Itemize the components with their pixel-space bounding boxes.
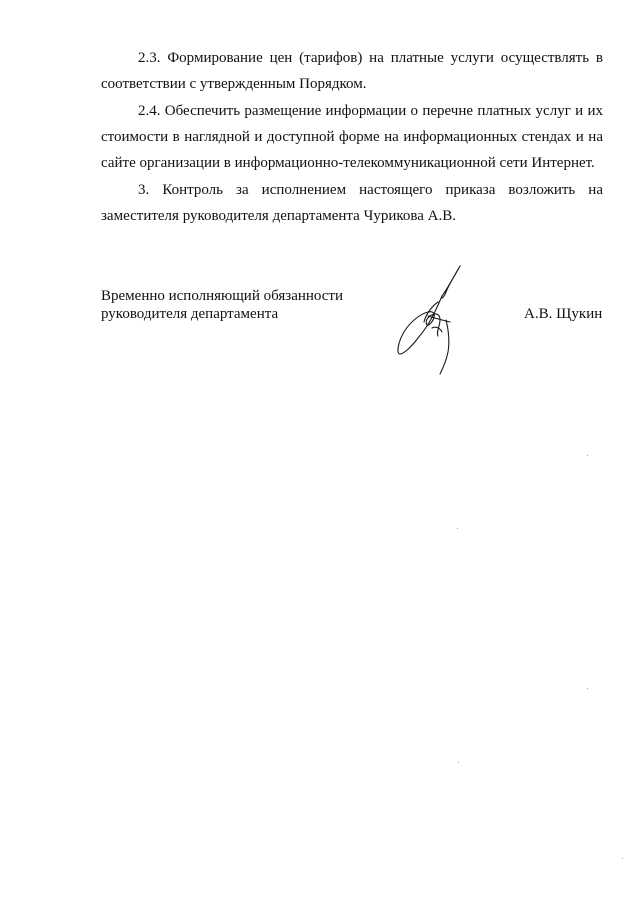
paragraph-2-4: 2.4. Обеспечить размещение информации о перечне платных услуг и их стоимости в наглядной и доступной форме на информационных стендах и на сайте организации в информационно-телекоммуникационной сети Интернет. — [101, 103, 603, 171]
scan-speck — [587, 688, 588, 689]
scan-speck — [622, 858, 623, 859]
signatory-position-line1: Временно исполняющий обязанности — [101, 288, 344, 304]
scan-speck — [587, 455, 588, 456]
signatory-position — [101, 287, 401, 323]
signatory-position-line2: руководителя департамента — [101, 306, 279, 322]
scan-speck — [458, 762, 459, 763]
signatory-name: А.В. Щукин — [524, 306, 603, 322]
scan-speck — [457, 528, 458, 529]
handwritten-signature — [390, 262, 470, 377]
paragraph-3: 3. Контроль за исполнением настоящего приказа возложить на заместителя руководителя департамента Чурикова А.В. — [101, 182, 603, 224]
paragraph-2-3: 2.3. Формирование цен (тарифов) на платные услуги осуществлять в соответствии с утвержденным Порядком. — [101, 50, 603, 92]
